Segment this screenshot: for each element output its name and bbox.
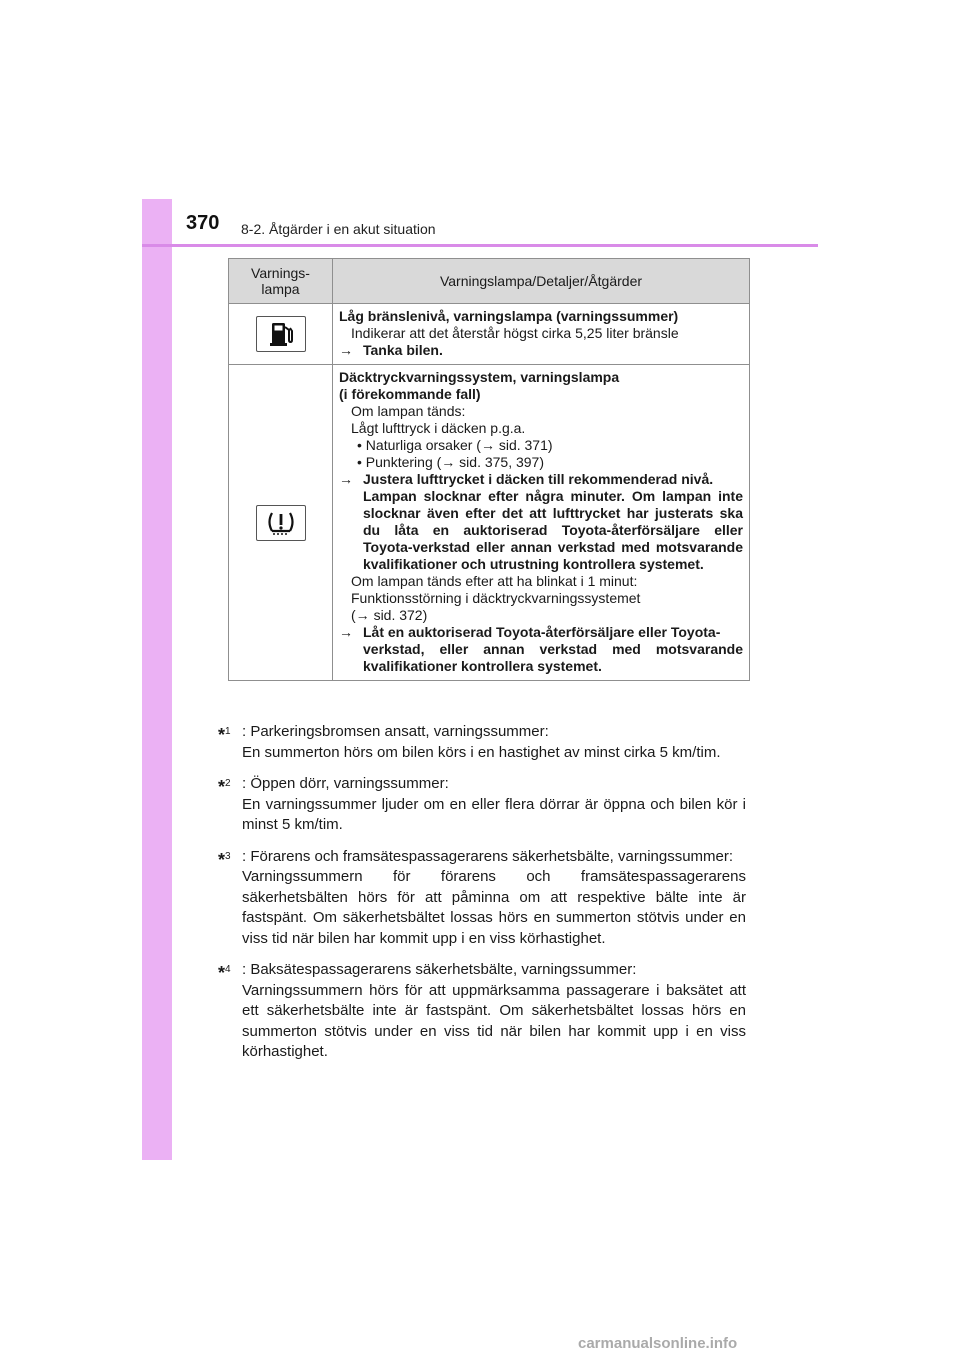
fuel-warning-action-text: Tanka bilen.	[363, 342, 443, 358]
lamp-icon-cell	[229, 365, 333, 681]
footnote-body	[242, 960, 746, 1063]
table-row	[229, 365, 750, 681]
bullet-icon: •	[357, 454, 362, 470]
arrow-icon: →	[339, 624, 353, 640]
lamp-icon-cell	[229, 304, 333, 365]
page-reference: sid. 372)	[373, 607, 428, 623]
footnote-number: 1	[225, 726, 231, 737]
arrow-icon: →	[441, 454, 456, 470]
footnote-asterisk: *	[218, 725, 226, 745]
reference-open-paren: (	[351, 607, 356, 623]
tire-pressure-title-note: (i förekommande fall)	[339, 386, 481, 402]
fuel-warning-title: Låg bränslenivå, varningslampa (varningssummer)	[339, 308, 679, 324]
bullet-icon: •	[357, 437, 362, 453]
cause-intro: Lågt lufttryck i däcken p.g.a.	[351, 420, 526, 436]
footnote-text: Varningssummern för förarens och framsätespassagerarens säkerhetsbälten hörs för att påminna om att respektive bälte inte är fastspänt. Om säkerhetsbältet lossas hörs en summerton stötvis under en viss tid när bilen har kommit upp i en viss körhastighet.	[242, 868, 746, 947]
footnote-text: En summerton hörs om bilen körs i en hastighet av minst cirka 5 km/tim.	[242, 743, 721, 761]
when-lit-label: Om lampan tänds:	[351, 403, 466, 419]
footnote-marker	[218, 774, 242, 836]
column-header-lamp	[229, 259, 333, 304]
page-number: 370	[186, 212, 220, 234]
section-title: 8-2. Åtgärder i en akut situation	[241, 221, 436, 237]
footnote-body	[242, 774, 746, 836]
footnote-asterisk: *	[218, 777, 226, 797]
column-header-details: Varningslampa/Detaljer/Åtgärder	[333, 259, 750, 304]
fuel-warning-action	[339, 342, 743, 359]
footnote-1	[218, 722, 746, 763]
malfunction-label: Funktionsstörning i däcktryckvarningssystemet	[351, 590, 641, 606]
dealer-check-action-detail: verkstad, eller annan verkstad med motsvarande kvalifikationer kontrollera systemet.	[363, 641, 743, 674]
list-item	[339, 437, 743, 454]
footnote-heading: : Öppen dörr, varningssummer:	[242, 775, 449, 792]
footnote-number: 2	[225, 778, 231, 789]
column-header-lamp-label: Varnings- lampa	[251, 265, 310, 297]
list-item	[339, 454, 743, 471]
footnotes	[218, 722, 746, 1074]
footnote-4	[218, 960, 746, 1063]
dealer-check-action	[339, 624, 743, 641]
footnote-number: 4	[225, 964, 231, 975]
tire-pressure-icon	[256, 505, 306, 541]
footnote-2	[218, 774, 746, 836]
footnote-3	[218, 847, 746, 950]
chapter-side-tab	[142, 199, 172, 1160]
footnote-body	[242, 847, 746, 950]
tire-pressure-warning-details	[333, 365, 750, 681]
footnote-marker	[218, 722, 242, 763]
footnote-body	[242, 722, 746, 763]
fuel-warning-description: Indikerar att det återstår högst cirka 5,25 liter bränsle	[351, 325, 679, 341]
footnote-text: Varningssummern hörs för att uppmärksamma passagerare i baksätet att ett säkerhetsbälte inte är fastspänt. Om säkerhetsbältet lossas hörs en summerton stötvis under en viss tid när bilen har kommit upp i en viss körhastighet.	[242, 981, 746, 1060]
warning-lamp-table	[228, 258, 750, 681]
malfunction-reference	[339, 607, 743, 624]
page-reference: sid. 375, 397)	[459, 454, 545, 470]
arrow-icon: →	[339, 471, 353, 487]
dealer-check-action-text: Låt en auktoriserad Toyota-återförsäljare eller Toyota-	[363, 624, 721, 640]
footnote-heading: : Baksätespassagerarens säkerhetsbälte, varningssummer:	[242, 961, 637, 978]
arrow-icon: →	[339, 342, 353, 358]
header-divider	[142, 244, 818, 247]
adjust-pressure-action	[339, 471, 743, 488]
adjust-pressure-action-text: Justera lufttrycket i däcken till rekommenderad nivå.	[363, 471, 714, 487]
footnote-asterisk: *	[218, 963, 226, 983]
table-row	[229, 304, 750, 365]
footnote-number: 3	[225, 850, 231, 862]
tire-pressure-title: Däcktryckvarningssystem, varningslampa	[339, 369, 620, 385]
arrow-icon: →	[355, 607, 370, 623]
when-blink-label: Om lampan tänds efter att ha blinkat i 1 minut:	[351, 573, 638, 589]
table-header-row	[229, 259, 750, 304]
bullet-text: Naturliga orsaker (	[365, 437, 481, 453]
page-reference: sid. 371)	[498, 437, 553, 453]
footnote-marker	[218, 847, 242, 950]
fuel-warning-details	[333, 304, 750, 365]
footnote-marker	[218, 960, 242, 1063]
adjust-pressure-action-detail: Lampan slocknar efter några minuter. Om lampan inte slocknar även efter det att lufttrycket har justerats ska du låta en auktoriserad Toyota-återförsäljare eller Toyota-verkstad eller annan verkstad med motsvarande kvalifikationer och utrustning kontrollera systemet.	[363, 488, 743, 572]
watermark: carmanualsonline.info	[578, 1335, 738, 1352]
footnote-text: En varningssummer ljuder om en eller flera dörrar är öppna och bilen kör i minst 5 km/tim.	[242, 795, 746, 833]
footnote-heading: : Förarens och framsätespassagerarens säkerhetsbälte, varningssummer:	[242, 847, 734, 865]
footnote-heading: : Parkeringsbromsen ansatt, varningssummer:	[242, 723, 549, 740]
fuel-pump-icon	[256, 316, 306, 352]
arrow-icon: →	[480, 437, 495, 453]
footnote-asterisk: *	[218, 849, 226, 870]
bullet-text: Punktering (	[365, 454, 442, 470]
